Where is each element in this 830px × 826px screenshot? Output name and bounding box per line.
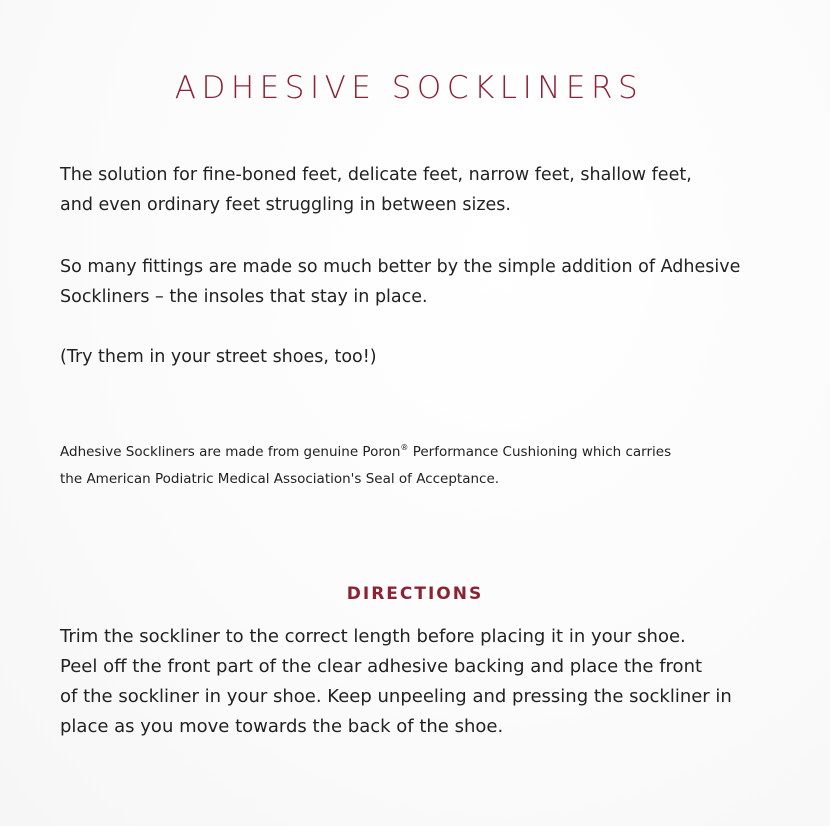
directions-heading: DIRECTIONS (346, 584, 484, 604)
material-footnote (60, 434, 790, 493)
footnote-text-start: Adhesive Sockliners are made from genuine Poron (60, 444, 401, 460)
directions-line-2: Peel off the front part of the clear adhesive backing and place the front (60, 656, 703, 677)
footnote-text-end: Performance Cushioning which carries (408, 444, 672, 460)
directions-text (60, 622, 780, 742)
directions-line-1: Trim the sockliner to the correct length before placing it in your shoe. (60, 626, 686, 647)
intro-paragraph (60, 160, 780, 220)
fittings-line-1: So many fittings are made so much better by the simple addition of Adhesive (60, 257, 741, 277)
intro-line-2: and even ordinary feet struggling in between sizes. (60, 195, 511, 215)
street-shoes-note: (Try them in your street shoes, too!) (60, 347, 377, 367)
directions-line-3: of the sockliner in your shoe. Keep unpeeling and pressing the sockliner in (60, 686, 732, 707)
intro-line-1: The solution for fine-boned feet, delicate feet, narrow feet, shallow feet, (60, 165, 692, 185)
directions-line-4: place as you move towards the back of the shoe. (60, 716, 504, 737)
fittings-line-2: Sockliners – the insoles that stay in place. (60, 287, 428, 307)
fittings-paragraph (60, 252, 780, 312)
page-title: ADHESIVE SOCKLINERS (174, 70, 644, 106)
registered-mark: ® (400, 443, 409, 452)
footnote-line-2: the American Podiatric Medical Association's Seal of Acceptance. (60, 471, 500, 487)
